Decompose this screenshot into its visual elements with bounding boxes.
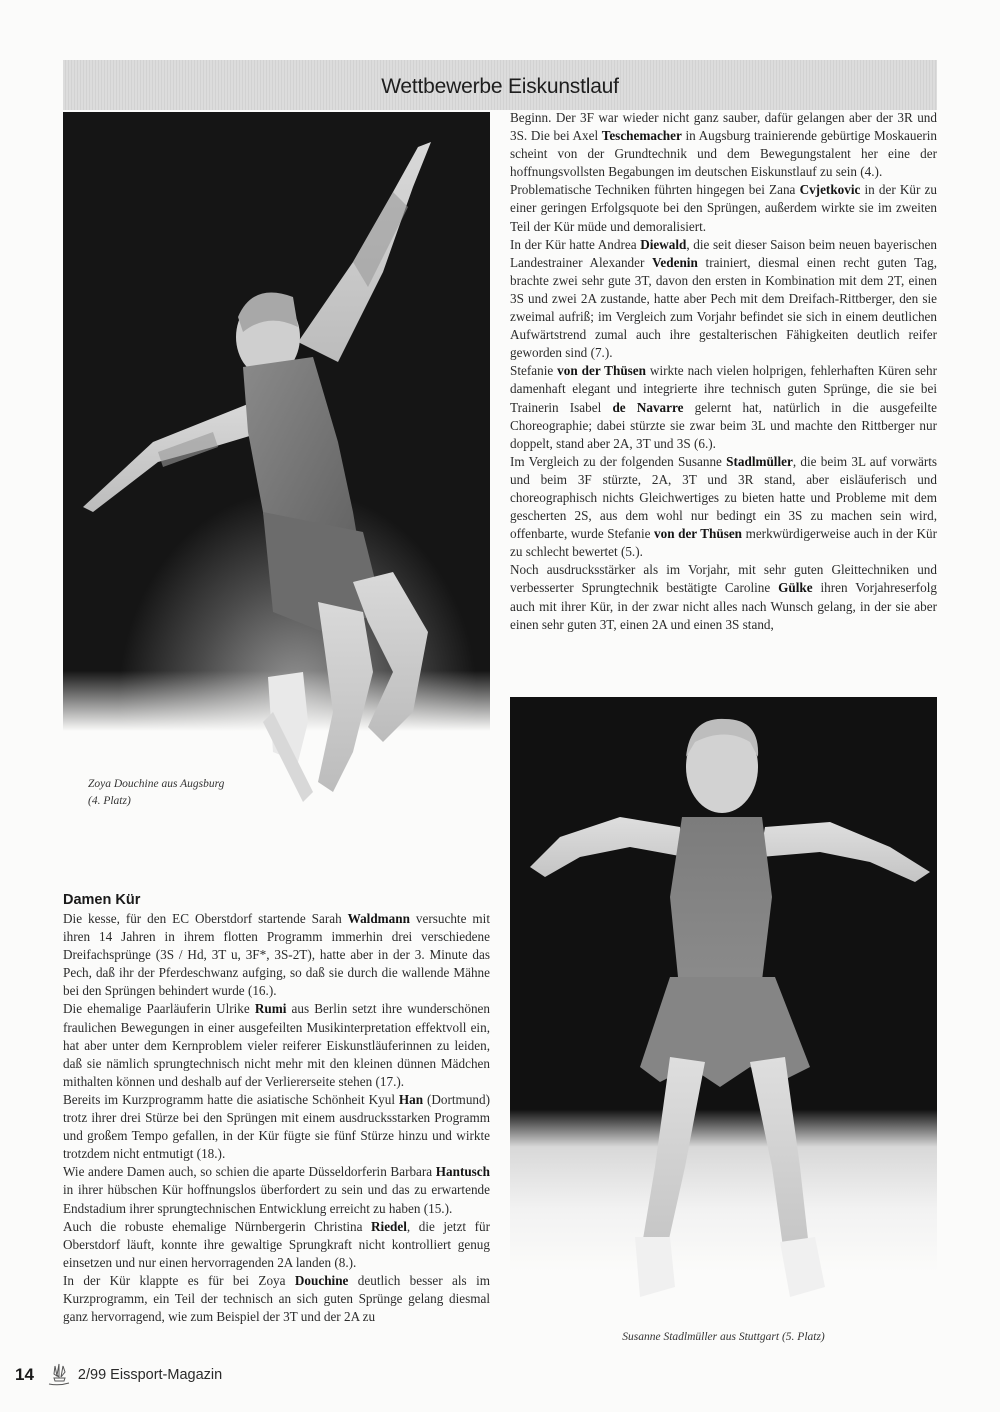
photo-zoya-douchine [63, 112, 490, 867]
skater-name: Diewald [640, 236, 687, 252]
skater-name: von der Thüsen [557, 363, 646, 379]
skater-figure-left [63, 112, 490, 867]
paragraph: Auch die robuste ehemalige Nürnbergerin Christina Riedel, die jetzt für Oberstdorf läuft, konnte ihre gewaltige Sprungkraft nicht kontrolliert genug einsetzen und nur einen hervorragenden 2A landen (8.). [63, 1218, 490, 1270]
section-heading: Damen Kür [63, 892, 141, 908]
paragraph: Im Vergleich zu der folgenden Susanne Stadlmüller, die beim 3L auf vorwärts und beim 3F stürzte, 2A, 3T und 3R stand, aber eisläuferisch und choreographisch nichts Gleichwertiges zu bieten hatte und Probleme mit dem gescherten 2S, aus dem wohl nur bedingt ein 3S zu machen sein wird, offenbarte, wurde Stefanie von der Thüsen merkwürdigerweise auch in der Kür zu schlecht bewertet (5.). [510, 453, 938, 560]
paragraph: Beginn. Der 3F war wieder nicht ganz sauber, dafür gelangen aber der 3R und 3S. Die bei Axel Teschemacher in Augsburg trainierende gebürtige Moskauerin scheint von der Grundtechnik und dem Bewegungstalent her eine der hoffnungsvollsten Begabungen im deutschen Eiskunstlauf zu sein (4.). [510, 110, 937, 180]
skater-name: Stadlmüller [726, 453, 793, 469]
paragraph: Wie andere Damen auch, so schien die aparte Düsseldorferin Barbara Hantusch in ihrer hübschen Kür hoffnungslos überfordert zu sein und das zu erwartende Endstadium ihrer sprungtechnischen Entwicklung erreicht zu haben (15.). [63, 1164, 490, 1216]
skater-figure-right [510, 697, 937, 1322]
article-column-left [63, 891, 490, 1326]
paragraph: In der Kür hatte Andrea Diewald, die seit dieser Saison beim neuen bayerischen Landestrainer Alexander Vedenin trainiert, diesmal einen recht guten Tag, brachte zwei sehr gute 3T, davon den ersten in Kombination mit dem 2T, einen 3S und zwei 2A zustande, hatte aber Pech mit dem Dreifach-Rittberger, den sie zweimal aufriß; im Vergleich zum Vorjahr befindet sie sich in einem deutlichen Aufwärtstrend zumal auch ihre gestalterischen Fähigkeiten deutlich reifer geworden sind (7.). [510, 236, 938, 361]
coach-name: Vedenin [652, 254, 698, 270]
paragraph: Die ehemalige Paarläuferin Ulrike Rumi aus Berlin setzt ihre wunderschönen fraulichen Bewegungen in einer ausgefeilten Musikinterpretation effektvoll ein, hat aber unter dem Kernproblem vieler reiferer Eiskunstläuferinnen zu leiden, daß sie nämlich sprungtechnisch nicht mehr mit den kleinen dünnen Mädchen mithalten können und deshalb auf der Verliererseite stehen (17.). [63, 1001, 490, 1089]
section-header-band [63, 60, 937, 110]
paragraph: Problematische Techniken führten hingegen bei Zana Cvjetkovic in der Kür zu einer geringen Erfolgsquote bei den Sprüngen, außerdem wirkte sie im zweiten Teil der Kür müde und demoralisiert. [510, 182, 937, 234]
paragraph: Noch ausdrucksstärker als im Vorjahr, mit sehr guten Gleittechniken und verbesserter Sprungtechnik bestätigte Caroline Gülke ihren Vorjahreserfolg auch mit ihrer Kür, in der zwar nicht alles nach Wunsch gelang, in der sie aber einen sehr guten 3T, einen 2A und einen 3S stand, [510, 562, 937, 632]
photo-caption-left [88, 776, 288, 810]
skater-name: Teschemacher [601, 128, 682, 144]
paragraph: In der Kür klappte es für bei Zoya Douchine deutlich besser als im Kurzprogramm, ein Teil der technisch an sich guten Sprünge gelang diesmal ganz hervorragend, wie zum Beispiel der 3T und der 2A zu [63, 1272, 491, 1325]
paragraph: Die kesse, für den EC Oberstdorf startende Sarah Waldmann versuchte mit ihren 14 Jahren in ihrem flotten Programm immerhin drei verschiedene Dreifachsprünge (3S / Hd, 3T u, 3F*, 3S-2T), hatte aber in der 3. Minute das Pech, daß ihr der Pferdeschwanz aufging, so daß sie durch die wallende Mähne bei den Sprüngen behindert wurde (16.). [63, 911, 490, 999]
section-title: Wettbewerbe Eiskunstlauf [381, 75, 619, 98]
skater-name: Riedel [371, 1218, 407, 1234]
coach-name: de Navarre [612, 399, 684, 415]
skate-logo-icon [46, 1362, 72, 1388]
skater-name: Gülke [778, 580, 813, 596]
skater-name: von der Thüsen [654, 526, 743, 542]
article-column-right [510, 109, 937, 634]
skater-name: Hantusch [435, 1164, 490, 1180]
caption-line: Zoya Douchine aus Augsburg [88, 778, 225, 790]
paragraph: Bereits im Kurzprogramm hatte die asiatische Schönheit Kyul Han (Dortmund) trotz ihrer drei Stürze bei den Sprüngen mit einem ausdrucksstarken Programm und großem Tempo gefallen, in der Kür fügte sie fünf Stürze hinzu und wirkte trotzdem nicht entmutigt (18.). [63, 1091, 490, 1162]
skater-name: Cvjetkovic [799, 182, 861, 198]
photo-caption-right: Susanne Stadlmüller aus Stuttgart (5. Platz) [622, 1331, 825, 1343]
skater-name: Waldmann [347, 911, 410, 926]
skater-name: Han [398, 1091, 424, 1107]
paragraph: Stefanie von der Thüsen wirkte nach vielen holprigen, fehlerhaften Küren sehr damenhaft elegant und integrierte ihre technisch guten Sprünge, die sie bei Trainerin Isabel de Navarre gelernt hat, natürlich in die ausgefeilte Choreographie; dabei stürzte sie zwar beim 3L und machte den Rittberger nur doppelt, stand aber 2A, 3T und 3S (6.). [510, 363, 937, 451]
magazine-issue: 2/99 Eissport-Magazin [77, 1367, 223, 1383]
photo-susanne-stadlmueller [510, 697, 937, 1322]
skater-name: Douchine [294, 1272, 349, 1288]
page-number: 14 [15, 1365, 34, 1384]
page-footer [15, 1362, 222, 1388]
skater-name: Rumi [254, 1001, 287, 1017]
caption-line: (4. Platz) [88, 795, 131, 807]
